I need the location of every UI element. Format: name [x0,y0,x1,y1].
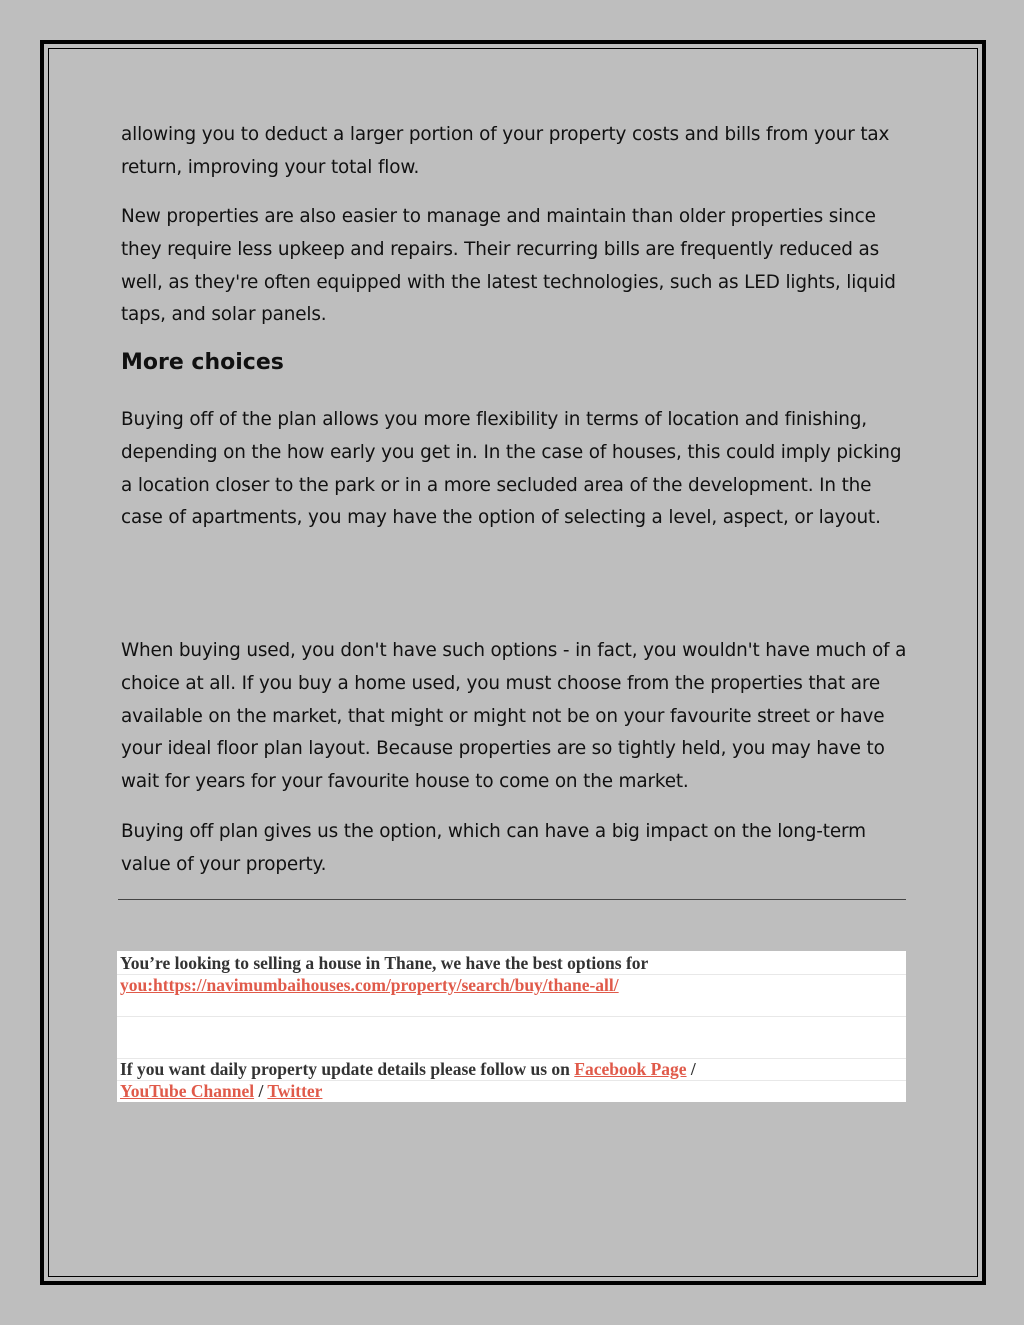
link-separator: / [686,1059,696,1079]
footer-follow-text: If you want daily property update details please follow us on [120,1059,575,1079]
section-heading: More choices [121,350,284,375]
paragraph-off-plan-value: Buying off plan gives us the option, which can have a big impact on the long-term value of your property. [121,821,866,875]
paragraph-new-properties: New properties are also easier to manage and maintain than older properties since they require less upkeep and repairs. Their recurring bills are frequently reduced as well, as they're often equipped with the latest technologies, such as LED lights, liquid taps, and solar panels. [121,206,896,326]
footer-links-box [117,951,906,1102]
paragraph-buying-used: When buying used, you don't have such options - in fact, you wouldn't have much of a choice at all. If you buy a home used, you must choose from the properties that are available on the market, that might or might not be on your favourite street or have your ideal floor plan layout. Because properties are so tightly held, you may have to wait for years for your favourite house to come on the market. [121,640,907,793]
footer-follow [120,1058,720,1102]
youtube-channel-link[interactable]: YouTube Channel [120,1081,255,1101]
paragraph-tax-return: allowing you to deduct a larger portion of your property costs and bills from your tax return, improving your total flow. [121,124,890,178]
row-divider [117,1016,906,1017]
paragraph-flexibility: Buying off of the plan allows you more flexibility in terms of location and finishing, depending on the how early you get in. In the case of houses, this could imply picking a location closer to the park or in a more secluded area of the development. In the case of apartments, you may have the option of selecting a level, aspect, or layout. [121,409,902,529]
thane-listing-link[interactable]: you:https://navimumbaihouses.com/property/search/buy/thane-all/ [120,975,619,995]
footer-intro [120,952,720,996]
footer-divider [118,899,906,900]
link-separator: / [254,1081,268,1101]
footer-intro-text: You’re looking to selling a house in Thane, we have the best options for [120,953,648,973]
facebook-page-link[interactable]: Facebook Page [574,1059,687,1079]
twitter-link[interactable]: Twitter [267,1081,323,1101]
